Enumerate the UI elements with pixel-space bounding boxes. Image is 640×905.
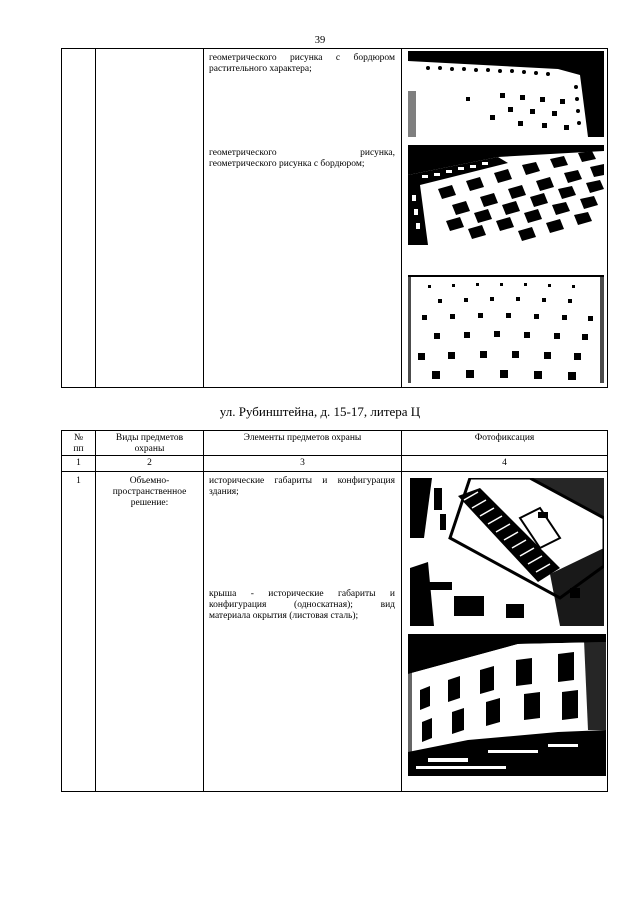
checkerboard-floor-photo-icon — [408, 145, 604, 245]
section-title: ул. Рубинштейна, д. 15-17, литера Ц — [219, 404, 421, 419]
row1-element1-line1: исторические габариты и конфигурация — [209, 476, 395, 486]
column-number-2: 2 — [147, 458, 152, 468]
header-elements: Элементы предметов охраны — [243, 433, 362, 443]
row1-num: 1 — [76, 476, 81, 486]
column-number-3: 3 — [300, 458, 305, 468]
top-row1-text-line2: растительного характера; — [209, 64, 312, 74]
row1-kind-line3: решение: — [130, 498, 169, 508]
column-number-1: 1 — [76, 458, 81, 468]
header-num-line2: пп — [73, 444, 84, 454]
row1-kind-line1: Объемно- — [129, 476, 170, 486]
header-kinds-line1: Виды предметов — [115, 433, 184, 443]
top-row2-text-line1: геометрического рисунка, — [209, 148, 395, 158]
dotted-floor-photo-icon — [408, 275, 604, 383]
building-facade-photo-icon — [408, 634, 606, 776]
header-photo: Фотофиксация — [474, 433, 535, 443]
column-number-4: 4 — [502, 458, 507, 468]
top-row1-text-line1: геометрического рисунка с бордюром — [209, 53, 395, 63]
row1-element2-line3: материала окрытия (листовая сталь); — [209, 611, 359, 621]
header-num-line1: № — [73, 433, 84, 443]
header-kinds-line2: охраны — [134, 444, 165, 454]
plan-map-photo-icon — [410, 478, 604, 626]
row1-element2-line2: конфигурация (односкатная); вид — [209, 600, 395, 610]
row1-element1-line2: здания; — [209, 487, 239, 497]
top-row2-text-line2: геометрического рисунка с бордюром; — [209, 159, 365, 169]
row1-element2-line1: крыша - исторические габариты и — [209, 589, 395, 599]
row1-kind-line2: пространственное — [112, 487, 187, 497]
page-number: 39 — [314, 35, 326, 46]
floor-tile-border-photo-icon — [408, 51, 604, 137]
